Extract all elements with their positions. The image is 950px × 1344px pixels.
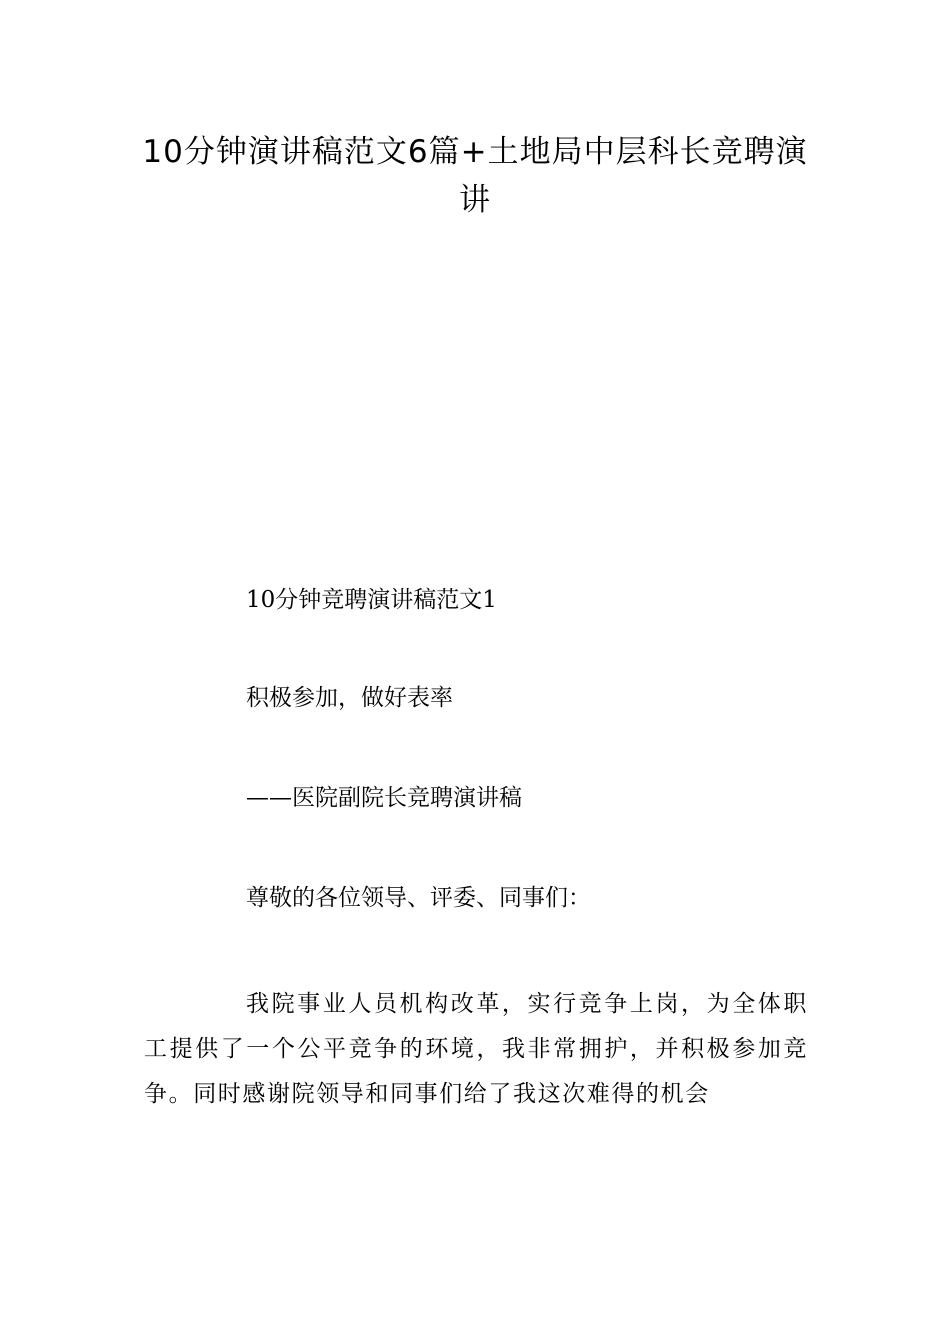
body-paragraph: 我院事业人员机构改革，实行竞争上岗，为全体职工提供了一个公平竞争的环境，我非常拥护，并积极参加竞争。同时感谢院领导和同事们给了我这次难得的机会 <box>144 991 808 1107</box>
document-title: 10分钟演讲稿范文6篇+土地局中层科长竞聘演讲 <box>142 134 808 218</box>
section-heading: 10分钟竞聘演讲稿范文1 <box>246 587 497 613</box>
speech-title: 积极参加，做好表率 <box>246 685 453 711</box>
speech-subtitle: ——医院副院长竞聘演讲稿 <box>246 785 522 811</box>
salutation: 尊敬的各位领导、评委、同事们： <box>246 885 591 911</box>
